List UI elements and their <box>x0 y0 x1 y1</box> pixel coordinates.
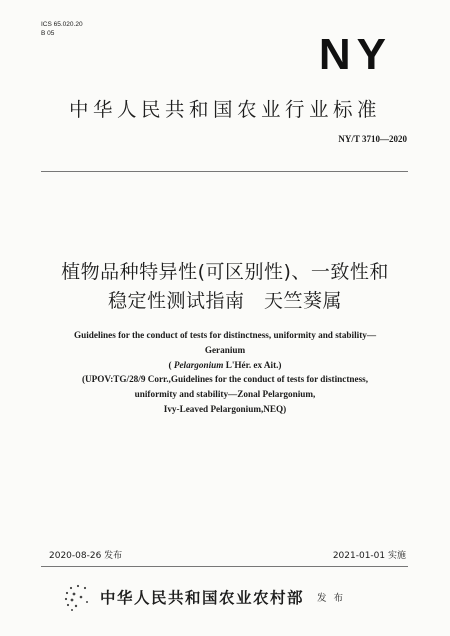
chinese-title <box>0 258 450 316</box>
ministry-emblem-icon <box>60 580 96 614</box>
paren-open: ( <box>168 359 174 370</box>
ny-logo: NY <box>318 30 392 79</box>
top-divider <box>41 171 408 172</box>
issuer-row <box>60 580 345 614</box>
bottom-divider <box>41 566 408 567</box>
standard-number: NY/T 3710—2020 <box>338 134 407 144</box>
ics-code-block <box>41 20 83 38</box>
english-title-line-3 <box>20 358 430 373</box>
ccs-code: B 05 <box>41 30 55 37</box>
english-title-line-6: Ivy-Leaved Pelargonium,NEQ) <box>163 403 287 414</box>
issuing-authority: 中华人民共和国农业农村部 <box>100 589 305 607</box>
ics-code: ICS 65.020.20 <box>41 21 83 28</box>
botanical-genus: Pelargonium <box>173 359 224 370</box>
english-title-line-2: Geranium <box>204 344 246 355</box>
chinese-title-line-1: 植物品种特异性(可区别性)、一致性和 <box>61 261 389 283</box>
publish-date: 2020-08-26 发布 <box>49 551 123 561</box>
english-title-line-1: Guidelines for the conduct of tests for distinctness, uniformity and stability— <box>73 330 377 340</box>
chinese-title-line-2: 稳定性测试指南 天竺葵属 <box>107 290 342 312</box>
english-title-line-4: (UPOV:TG/28/9 Corr.,Guidelines for the conduct of tests for distinctness, <box>81 374 369 385</box>
english-title <box>20 328 430 417</box>
standard-type-title: 中华人民共和国农业行业标准 <box>68 98 381 121</box>
issue-label: 发 布 <box>317 593 346 604</box>
english-title-line-5: uniformity and stability—Zonal Pelargonium, <box>134 389 316 400</box>
botanical-authority: L'Hér. ex Ait.) <box>223 359 282 370</box>
effective-date: 2021-01-01 实施 <box>332 551 406 561</box>
